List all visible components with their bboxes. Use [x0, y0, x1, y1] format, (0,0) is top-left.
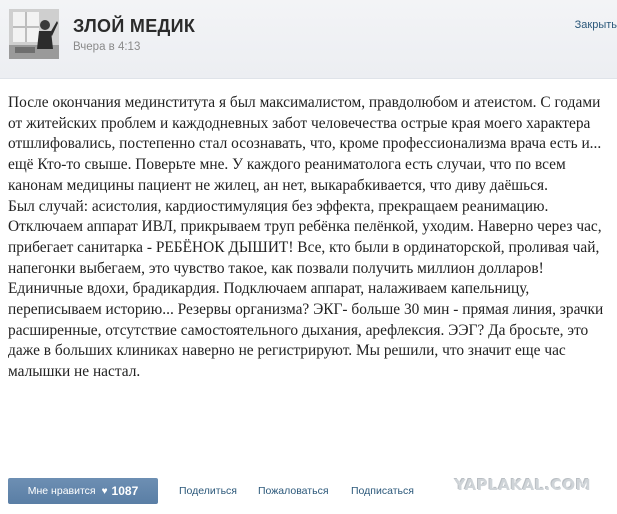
heart-icon: ♥	[101, 485, 108, 497]
avatar-photo-icon	[9, 9, 59, 59]
like-label: Мне нравится	[27, 485, 96, 497]
like-button[interactable]	[8, 478, 158, 504]
close-link[interactable]: Закрыть	[574, 19, 617, 31]
group-avatar[interactable]	[9, 9, 59, 59]
share-link[interactable]: Поделиться	[179, 485, 237, 497]
post-header	[0, 0, 617, 79]
report-link[interactable]: Пожаловаться	[258, 485, 329, 497]
like-count: 1087	[111, 484, 139, 498]
watermark: YAPLAKAL.COM	[454, 476, 591, 494]
subscribe-link[interactable]: Подписаться	[351, 485, 414, 497]
group-name[interactable]: ЗЛОЙ МЕДИК	[73, 16, 196, 36]
post-footer	[0, 476, 617, 506]
post-text: После окончания мединститута я был максималистом, правдолюбом и атеистом. С годами от житейских проблем и каждодневных забот человечества острые края моего характера отшлифовались, постепенно стал осознавать, что, кроме профессионализма врача есть и... ещё Кто-то свыше. Поверьте мне. У каждого реаниматолога есть случаи, что по всем канонам медицины пациент не жилец, ан нет, выкарабкивается, что диву даёшься. Был случай: асистолия, кардиостимуляция без эффекта, прекращаем реанимацию. Отключаем аппарат ИВЛ, прикрываем труп ребёнка пелёнкой, уходим. Наверно через час, прибегает санитарка - РЕБЁНОК ДЫШИТ! Все, кто были в ординаторской, проливая чай, напегонки выбегаем, это чувство такое, как позвали получить миллион долларов! Единичные вдохи, брадикардия. Подключаем аппарат, налаживаем капельницу, переписываем историю... Резервы организма? ЭКГ- больше 30 мин - прямая линия, зрачки расширенные, отсутствие самостоятельного дыхания, арефлексия. ЭЭГ? Да бросьте, это даже в больших клиниках наверно не регистрируют. Мы решили, что значит еще час малышки не настал.	[8, 94, 604, 381]
post-time[interactable]: Вчера в 4:13	[73, 41, 141, 53]
